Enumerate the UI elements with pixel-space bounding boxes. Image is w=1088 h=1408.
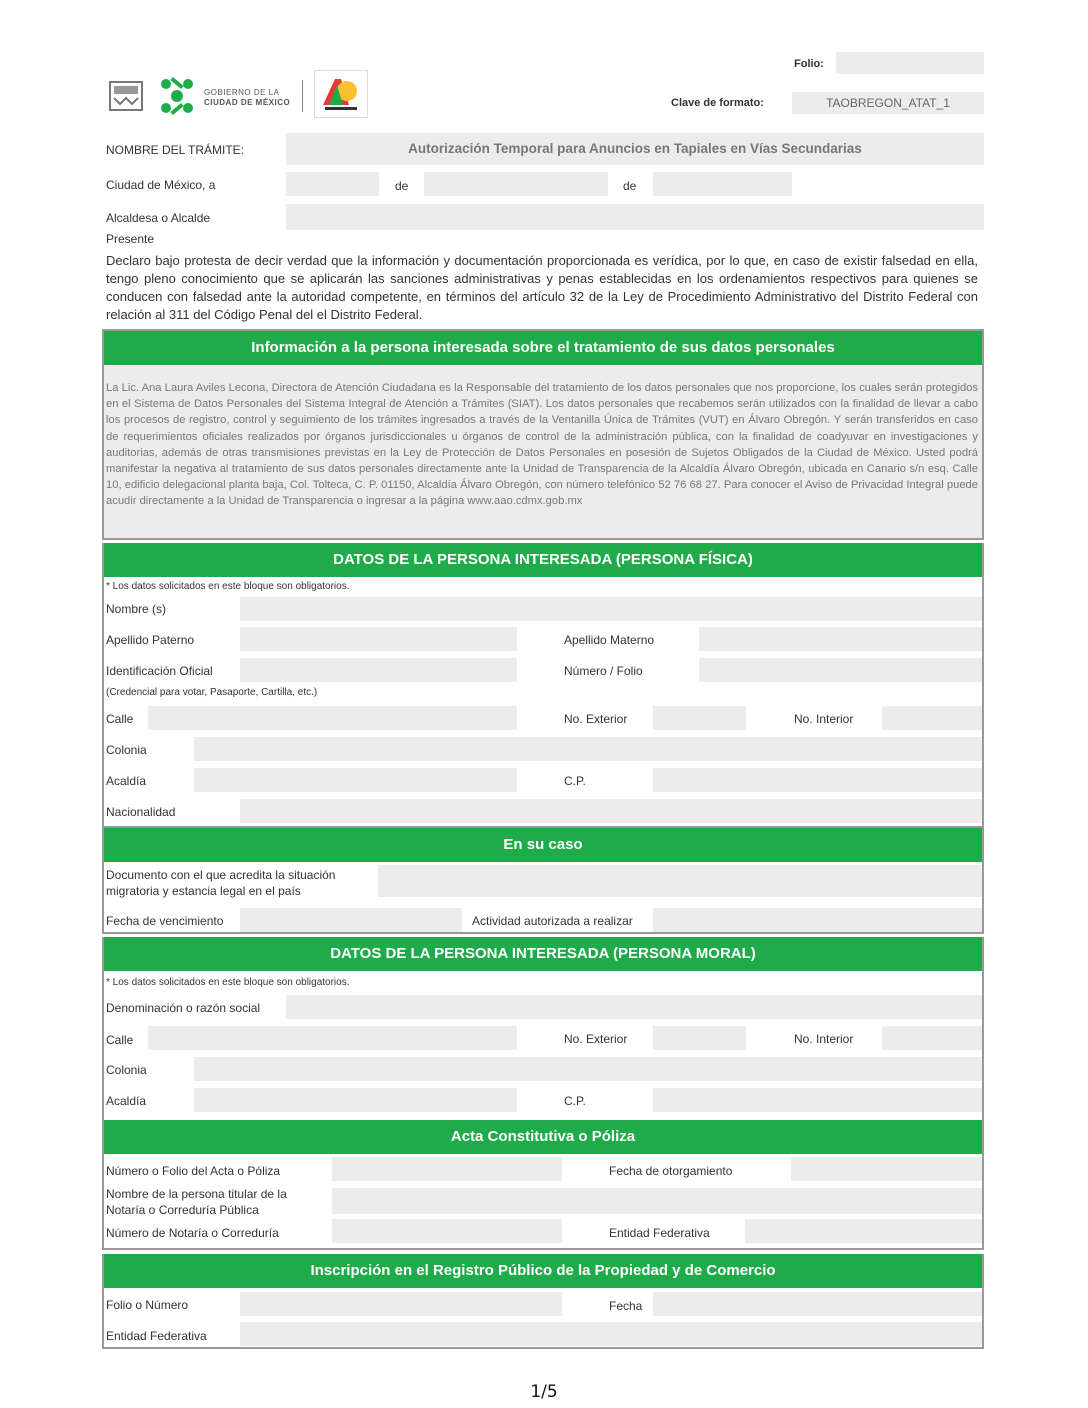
en-su-caso-header: En su caso [104, 828, 982, 862]
apellido-materno-label: Apellido Materno [564, 633, 655, 647]
fecha-vencimiento-field[interactable] [240, 908, 462, 932]
documento-label-1: Documento con el que acredita la situación [106, 868, 336, 882]
fisica-header: DATOS DE LA PERSONA INTERESADA (PERSONA FÍSICA) [104, 543, 982, 577]
dia-field[interactable] [286, 172, 379, 196]
apellido-paterno-label: Apellido Paterno [106, 633, 195, 647]
actividad-label: Actividad autorizada a realizar [472, 914, 633, 928]
presente-label: Presente [106, 232, 155, 246]
alcaldia-logo [314, 70, 368, 118]
nombre-label: Nombre (s) [106, 602, 167, 616]
apellido-materno-field[interactable] [699, 627, 982, 651]
no-interior-field[interactable] [882, 706, 982, 730]
nombre-tramite-label: NOMBRE DEL TRÁMITE: [106, 143, 245, 157]
denominacion-label: Denominación o razón social [106, 1001, 261, 1015]
nombre-titular-label-1: Nombre de la persona titular de la [106, 1187, 287, 1201]
actividad-field[interactable] [653, 908, 982, 932]
registro-fecha-field[interactable] [653, 1292, 982, 1316]
mes-field[interactable] [424, 172, 608, 196]
cdmx-shield-logo [108, 78, 144, 114]
nacionalidad-field[interactable] [240, 799, 982, 823]
cdmx-logo-icon [158, 76, 196, 116]
moral-header: DATOS DE LA PERSONA INTERESADA (PERSONA MORAL) [104, 937, 982, 971]
numero-folio-field[interactable] [699, 658, 982, 682]
clave-formato-label: Clave de formato: [671, 97, 764, 109]
identificacion-label: Identificación Oficial [106, 664, 213, 678]
moral-calle-label: Calle [106, 1033, 134, 1047]
numero-notaria-label: Número de Notaría o Correduría [106, 1226, 279, 1240]
moral-calle-field[interactable] [148, 1026, 517, 1050]
logo-text [204, 88, 290, 108]
numero-folio-label: Número / Folio [564, 664, 643, 678]
moral-colonia-label: Colonia [106, 1063, 147, 1077]
numero-notaria-field[interactable] [332, 1219, 562, 1243]
colonia-label: Colonia [106, 743, 147, 757]
folio-label: Folio: [794, 58, 824, 70]
fisica-note: * Los datos solicitados en este bloque son obligatorios. [106, 581, 350, 592]
fecha-vencimiento-label: Fecha de vencimiento [106, 914, 224, 928]
alcaldia-field[interactable] [194, 768, 517, 792]
denominacion-field[interactable] [286, 995, 982, 1019]
alcaldia-label: Acaldía [106, 774, 147, 788]
moral-no-interior-label: No. Interior [794, 1032, 854, 1046]
nombre-field[interactable] [240, 597, 982, 621]
acta-numero-field[interactable] [332, 1157, 562, 1181]
fecha-otorgamiento-field[interactable] [791, 1157, 982, 1181]
moral-alcaldia-field[interactable] [194, 1088, 517, 1112]
apellido-paterno-field[interactable] [240, 627, 517, 651]
logo-divider [302, 80, 303, 112]
logo-text-line2: CIUDAD DE MÉXICO [204, 98, 291, 107]
no-interior-label: No. Interior [794, 712, 854, 726]
nacionalidad-label: Nacionalidad [106, 805, 176, 819]
alcaldesa-label: Alcaldesa o Alcalde [106, 211, 211, 225]
moral-no-exterior-field[interactable] [653, 1026, 746, 1050]
de-label-1: de [395, 179, 409, 193]
clave-formato-field: TAOBREGON_ATAT_1 [792, 92, 984, 114]
ciudad-label: Ciudad de México, a [106, 178, 216, 192]
nombre-tramite-field: Autorización Temporal para Anuncios en Tapiales en Vías Secundarias [286, 133, 984, 165]
registro-entidad-label: Entidad Federativa [106, 1329, 207, 1343]
registro-entidad-field[interactable] [240, 1322, 982, 1346]
documento-label-2: migratoria y estancia legal en el país [106, 884, 301, 898]
moral-colonia-field[interactable] [194, 1057, 982, 1081]
privacy-header: Información a la persona interesada sobre el tratamiento de sus datos personales [104, 331, 982, 365]
moral-alcaldia-label: Acaldía [106, 1094, 147, 1108]
cp-label: C.P. [564, 774, 586, 788]
credencial-note: (Credencial para votar, Pasaporte, Cartilla, etc.) [106, 687, 318, 698]
calle-label: Calle [106, 712, 134, 726]
moral-cp-field[interactable] [653, 1088, 982, 1112]
identificacion-field[interactable] [240, 658, 517, 682]
colonia-field[interactable] [194, 737, 982, 761]
anio-field[interactable] [653, 172, 792, 196]
documento-field[interactable] [378, 865, 982, 897]
acta-entidad-label: Entidad Federativa [609, 1226, 710, 1240]
moral-note: * Los datos solicitados en este bloque son obligatorios. [106, 977, 350, 988]
registro-header: Inscripción en el Registro Público de la Propiedad y de Comercio [104, 1254, 982, 1288]
registro-folio-field[interactable] [240, 1292, 562, 1316]
acta-header: Acta Constitutiva o Póliza [104, 1120, 982, 1154]
folio-field[interactable] [836, 52, 984, 74]
alcaldesa-field[interactable] [286, 204, 984, 230]
moral-cp-label: C.P. [564, 1094, 586, 1108]
logo-text-line1: GOBIERNO DE LA [204, 88, 280, 97]
cp-field[interactable] [653, 768, 982, 792]
declaration-text: Declaro bajo protesta de decir verdad que la información y documentación proporcionada es verídica, por lo que, en caso de existir falsedad en ella, tengo pleno conocimiento que se aplicarán las sanciones administrativas y penas establecidas en los ordenamientos respectivos para quienes se conducen con falsedad ante la autoridad competente, en términos del artículo 32 de la Ley de Procedimiento Administrativo del Distrito Federal con relación al 311 del Código Penal del el Distrito Federal. [106, 253, 978, 322]
fecha-otorgamiento-label: Fecha de otorgamiento [609, 1164, 733, 1178]
page-number: 1/5 [530, 1382, 558, 1402]
moral-no-interior-field[interactable] [882, 1026, 982, 1050]
no-exterior-field[interactable] [653, 706, 746, 730]
nombre-titular-field[interactable] [332, 1188, 982, 1214]
acta-entidad-field[interactable] [745, 1219, 982, 1243]
registro-folio-label: Folio o Número [106, 1298, 189, 1312]
calle-field[interactable] [148, 706, 517, 730]
no-exterior-label: No. Exterior [564, 712, 628, 726]
moral-no-exterior-label: No. Exterior [564, 1032, 628, 1046]
nombre-titular-label-2: Notaría o Correduría Pública [106, 1203, 259, 1217]
privacy-text: La Lic. Ana Laura Aviles Lecona, Directora de Atención Ciudadana es la Responsable del tratamiento de los datos personales que nos proporcione, los cuales serán protegidos en el Sistema de Datos Personales del Sistema Integral de Atención a Trámites (SIAT). Los datos personales que recabemos serán utilizados con la finalidad de llevar a cabo los procesos de registro, control y seguimiento de los trámites ingresados a través de la Ventanilla Única de Trámites (VUT) en Álvaro Obregón. Y serán transferidos en caso de requerimientos oficiales realizados por órganos jurisdiccionales u órganos de control de la administración pública, con la finalidad de coadyuvar en investigaciones y auditorias, además de otras transmisiones previstas en la Ley de Protección de Datos Personales en posesión de Sujetos Obligados de la Ciudad de México. Usted podrá manifestar la negativa al tratamiento de sus datos personales directamente ante la Unidad de Transparencia de la Alcaldía Álvaro Obregón, ubicada en Canario s/n esq. Calle 10, edificio delegacional planta baja, Col. Tolteca, C. P. 01150, Alcaldía Álvaro Obregón, con número telefónico 52 76 68 27. Para conocer el Aviso de Privacidad Integral puede acudir directamente a la Unidad de Transparencia o ingresar a la página www.aao.cdmx.gob.mx [106, 382, 978, 508]
de-label-2: de [623, 179, 637, 193]
acta-numero-label: Número o Folio del Acta o Póliza [106, 1164, 281, 1178]
registro-fecha-label: Fecha [609, 1299, 643, 1313]
